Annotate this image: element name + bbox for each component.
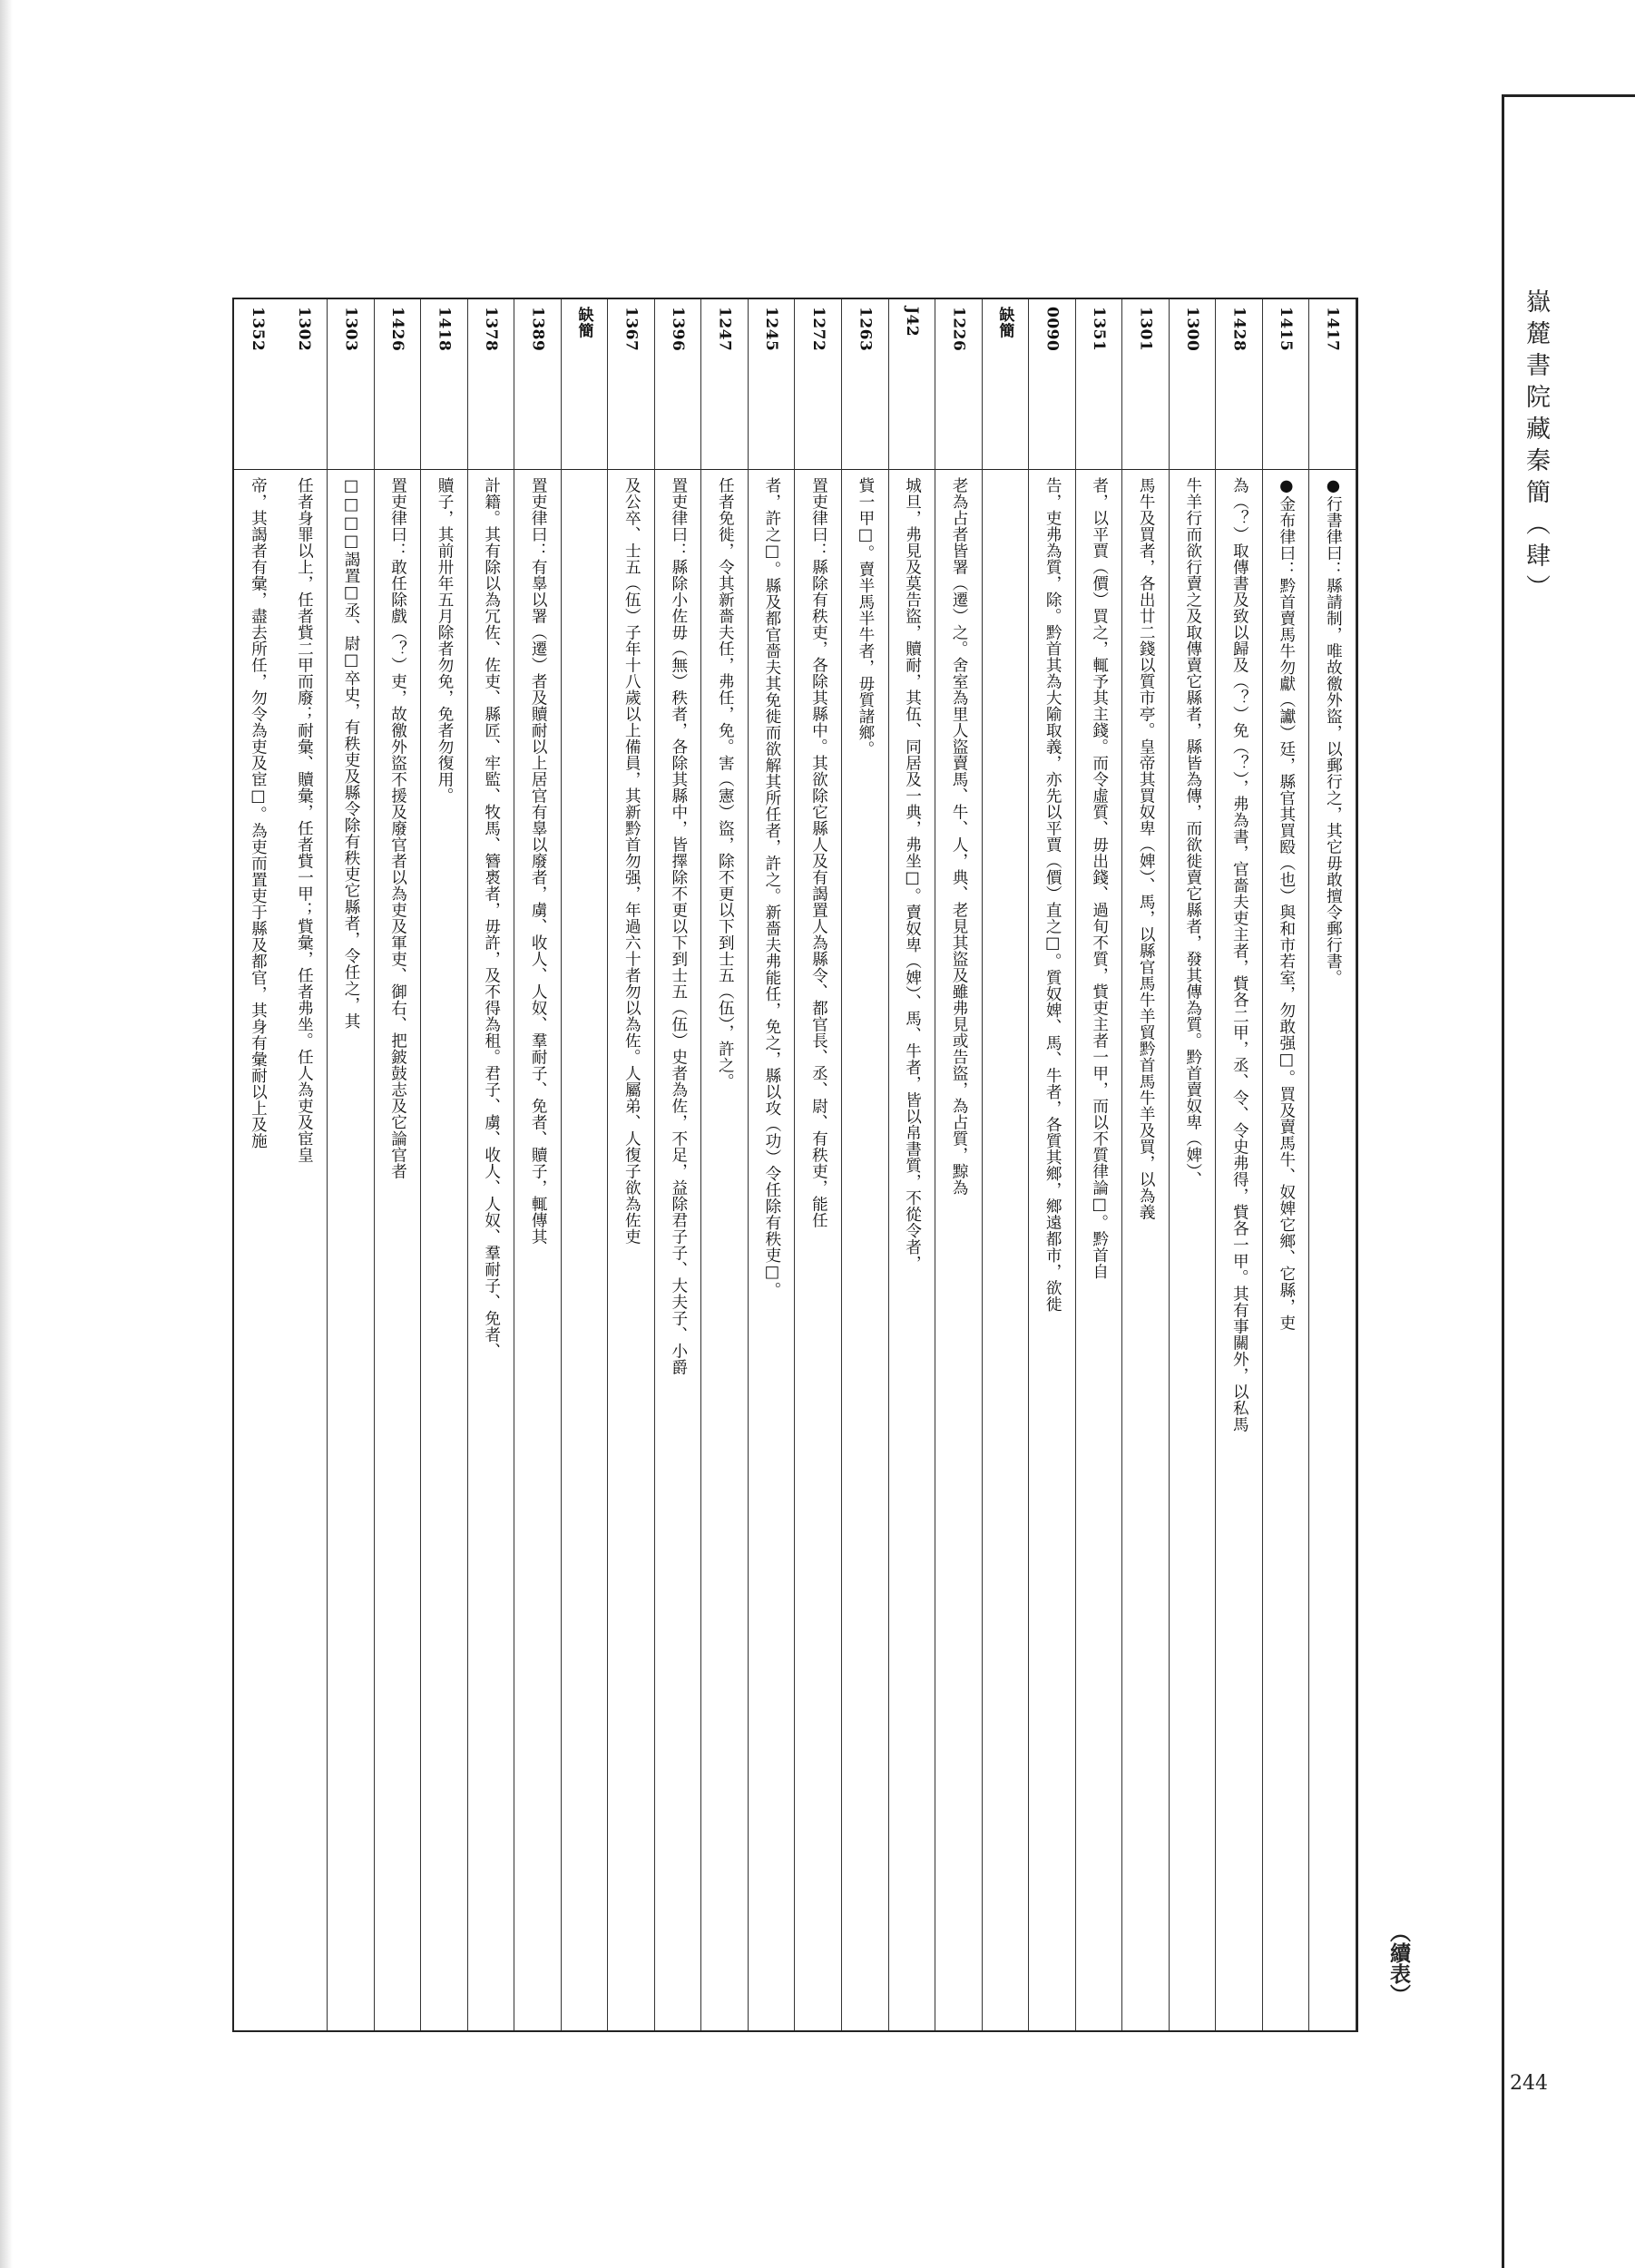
slip-number: 1263	[856, 307, 875, 352]
slip-number-cell	[983, 307, 1029, 461]
slip-number-cell	[1076, 307, 1122, 461]
slip-number: 1389	[528, 307, 547, 352]
table-row	[983, 299, 1030, 2030]
slip-number: 1302	[294, 307, 313, 352]
slip-number-cell	[562, 307, 608, 461]
table-row	[749, 299, 796, 2030]
slip-text: 計籍。其有除以為冗佐、佐吏、縣匠、牢監、牧馬、簪褭者，毋許，及不得為租。君子、虜、收人、人奴、羣耐子、免者、	[482, 477, 501, 1359]
slip-text-cell	[889, 477, 935, 2019]
slip-number-cell	[842, 307, 888, 461]
slip-number: 0090	[1043, 307, 1062, 352]
slip-number: 1247	[715, 307, 734, 352]
slip-text: 牛羊行而欲行賣之及取傳賣它縣者，縣皆為傳，而欲徙賣它縣者，發其傳為質。黔首賣奴卑（婢）、	[1183, 477, 1202, 1188]
slip-text: 置吏律曰：有辠以署（遷）者及贖耐以上居官有辠以廢者，虜、收人、人奴、羣耐子、免者、贖子，輒傳其	[529, 477, 548, 1245]
slip-text: ●行書律曰：縣請制，唯故徼外盜，以郵行之，其它毋敢擅令郵行書。	[1324, 477, 1343, 986]
slip-number: 1301	[1136, 307, 1155, 352]
slip-text-cell	[468, 477, 514, 2019]
slip-number: 缺簡	[995, 307, 1014, 338]
slip-text-cell	[234, 477, 281, 2019]
slip-text: 馬牛及買者，各出廿二錢以質市亭。皇帝其買奴卑（婢）、馬，以縣官馬牛羊貿黔首馬牛羊及買，以為義	[1137, 477, 1156, 1221]
slip-table	[232, 298, 1358, 2032]
slip-number: 1351	[1090, 307, 1109, 352]
slip-text: 置吏律曰：縣除有秩吏，各除其縣中。其欲除它縣人及有謁置人為縣令、都官長、丞、尉、有秩吏，能任	[809, 477, 828, 1228]
slip-text-cell	[701, 477, 748, 2019]
slip-text: 任者身罪以上，任者貲二甲而廢；耐彙、贖彙，任者貲一甲；貲彙，任者弗坐。任人為吏及宦皇	[295, 477, 314, 1163]
slip-number-cell	[608, 307, 654, 461]
slip-number-cell	[655, 307, 701, 461]
slip-number: 1396	[669, 307, 688, 352]
slip-number-cell	[796, 307, 842, 461]
slip-text: 贖子，其前卅年五月除者勿免，免者勿復用。	[436, 477, 455, 804]
slip-text-cell	[842, 477, 888, 2019]
slip-text-cell	[375, 477, 421, 2019]
slip-text-cell	[796, 477, 842, 2019]
slip-text-cell	[1216, 477, 1262, 2019]
table-row	[935, 299, 983, 2030]
slip-number-cell	[1263, 307, 1309, 461]
slip-number: 1418	[435, 307, 454, 352]
slip-number: 1378	[481, 307, 500, 352]
table-row	[1309, 299, 1356, 2030]
slip-number: 1352	[248, 307, 267, 352]
slip-text-cell	[1029, 477, 1075, 2019]
slip-number-cell	[1029, 307, 1075, 461]
slip-text: 置吏律曰：縣除小佐毋（無）秩者，各除其縣中，皆擇除不更以下到士五（伍）史者為佐，不足，益除君子子、大夫子、小爵	[669, 477, 688, 1375]
slip-number: 1415	[1277, 307, 1296, 352]
slip-text-cell	[421, 477, 467, 2019]
table-row	[375, 299, 422, 2030]
slip-text: 老為占者皆署（遷）之。舍室為里人盜賣馬、牛、人，典、老見其盜及雖弗見或告盜，為占質，黥為	[950, 477, 969, 1196]
table-row	[1029, 299, 1076, 2030]
slip-text-cell	[1309, 477, 1356, 2019]
slip-number-cell	[1309, 307, 1356, 461]
slip-number-cell	[1216, 307, 1262, 461]
slip-number-cell	[749, 307, 795, 461]
table-row	[655, 299, 702, 2030]
slip-text: 置吏律曰：敢任除戲（？）吏，故徼外盜不援及廢官者以為吏及軍吏、御右、把鈹鼓志及它論官者	[388, 477, 407, 1179]
slip-text-cell	[1122, 477, 1169, 2019]
slip-text: 貲一甲□。賣半馬半牛者，毋質諸鄉。	[856, 477, 875, 758]
slip-number-cell	[514, 307, 561, 461]
table-row	[1216, 299, 1263, 2030]
slip-number-cell	[889, 307, 935, 461]
slip-text-cell	[935, 477, 982, 2019]
table-row	[421, 299, 468, 2030]
slip-number: 1426	[387, 307, 406, 352]
slip-number: 缺簡	[574, 307, 593, 338]
table-row	[562, 299, 609, 2030]
slip-number-cell	[935, 307, 982, 461]
slip-number: 1303	[341, 307, 360, 352]
slip-number-cell	[468, 307, 514, 461]
slip-text-cell	[1076, 477, 1122, 2019]
table-row	[234, 299, 281, 2030]
slip-text: 者，以平賈（價）買之，輒予其主錢。而令虛質、毋出錢、過旬不質，貲吏主者一甲，而以不質律論□。黔首自	[1090, 477, 1109, 1280]
slip-text: 為（？）取傳書及致以歸及（？）免（？），弗為書，官嗇夫吏主者，貲各二甲，丞、令、令史弗得，貲各一甲。其有事關外，以私馬	[1230, 477, 1249, 1433]
slip-text: 及公卒、士五（伍）子年十八歲以上備員，其新黔首勿强，年過六十者勿以為佐。人屬弟、人復子欲為佐吏	[622, 477, 641, 1245]
table-row	[1122, 299, 1170, 2030]
slip-number: 1417	[1323, 307, 1342, 352]
slip-text-cell	[749, 477, 795, 2019]
slip-text: ●金布律曰：黔首賣馬牛勿獻（讞）廷，縣官其買殹（也）與和市若室，勿敢强□。買及賣馬牛、奴婢它鄉、它縣，吏	[1277, 477, 1296, 1331]
page-number: 244	[1510, 2072, 1548, 2095]
slip-number-cell	[234, 307, 281, 461]
slip-text-cell	[328, 477, 374, 2019]
slip-number-cell	[1122, 307, 1169, 461]
table-row	[701, 299, 749, 2030]
table-row	[608, 299, 655, 2030]
slip-text-cell	[514, 477, 561, 2019]
slip-text: 任者免徙，令其新嗇夫任，弗任，免。害（憲）盜，除不更以下到士五（伍），許之。	[716, 477, 735, 1090]
slip-number-cell	[375, 307, 421, 461]
slip-number: 1367	[622, 307, 641, 352]
header-rule-vertical	[1502, 94, 1504, 2268]
table-row	[889, 299, 936, 2030]
table-row	[1170, 299, 1217, 2030]
slip-text: 者，許之□。縣及都官嗇夫其免徙而欲解其所任者，許之。新嗇夫弗能任，免之，縣以攻（功）令任除有秩吏□。	[762, 477, 781, 1298]
running-head: 嶽麓書院藏秦簡（肆）	[1522, 288, 1550, 606]
continued-label: （續表）	[1386, 1921, 1411, 2005]
slip-text: 城旦，弗見及莫告盜，贖耐，其伍、同居及一典，弗坐□。賣奴卑（婢）、馬、牛者，皆以帛書質，不從令者，	[903, 477, 922, 1272]
slip-text-cell	[281, 477, 328, 2019]
table-row	[468, 299, 515, 2030]
table-row	[328, 299, 375, 2030]
slip-text-cell	[608, 477, 654, 2019]
slip-number: 1300	[1183, 307, 1202, 352]
slip-text: 告，吏弗為質，除。黔首其為大隃取義，亦先以平賈（價）直之□。質奴婢、馬、牛者，各質其鄉，鄉遠都市，欲徙	[1043, 477, 1062, 1313]
slip-text: 帝，其謁者有彙，盡去所任，勿令為吏及宦□。為吏而置吏于縣及都官，其身有彙耐以上及施	[249, 477, 268, 1149]
scan-edge-shadow	[0, 0, 13, 2268]
slip-text-cell	[655, 477, 701, 2019]
table-row	[796, 299, 843, 2030]
table-row	[1076, 299, 1123, 2030]
slip-number-cell	[328, 307, 374, 461]
table-row	[281, 299, 328, 2030]
header-rule-horizontal	[1502, 94, 1635, 97]
slip-text-cell	[983, 477, 1029, 2019]
table-row	[514, 299, 562, 2030]
slip-number-cell	[701, 307, 748, 461]
slip-number: 1428	[1229, 307, 1248, 352]
slip-number-cell	[421, 307, 467, 461]
slip-text: □□□□謁置□丞、尉□卒史，有秩吏及縣令除有秩吏它縣者，令任之，其	[342, 477, 361, 1030]
slip-number-cell	[281, 307, 328, 461]
slip-text-cell	[562, 477, 608, 2019]
slip-number: 1226	[949, 307, 968, 352]
table-row	[1263, 299, 1310, 2030]
slip-number: J42	[902, 307, 921, 337]
slip-number-cell	[1170, 307, 1216, 461]
slip-text-cell	[1263, 477, 1309, 2019]
table-row	[842, 299, 889, 2030]
slip-number: 1272	[808, 307, 827, 352]
slip-number: 1245	[762, 307, 781, 352]
slip-text-cell	[1170, 477, 1216, 2019]
